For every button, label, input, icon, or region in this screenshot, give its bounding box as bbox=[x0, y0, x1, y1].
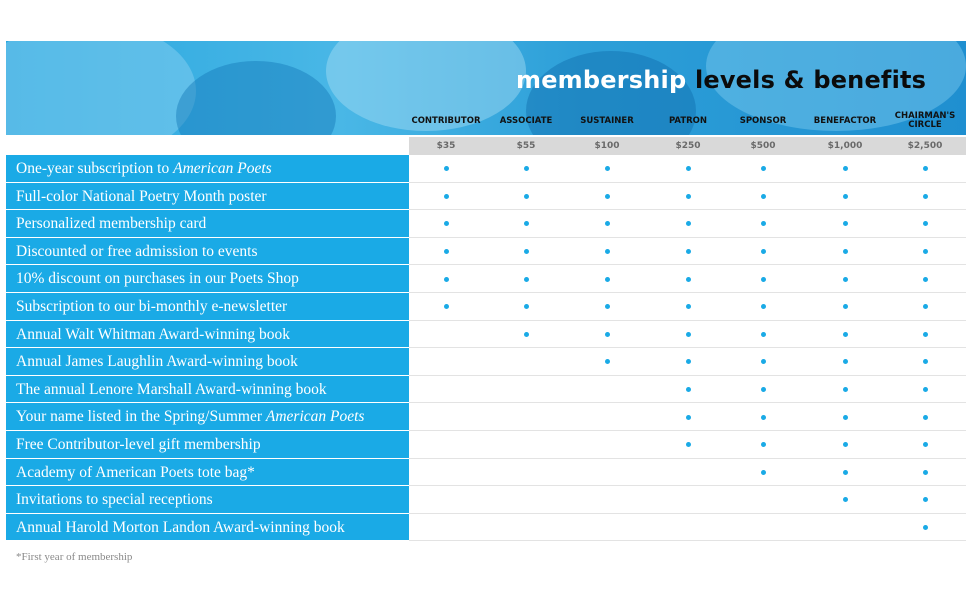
benefit-included-dot bbox=[761, 442, 766, 447]
benefit-text: Free Contributor-level gift membership bbox=[16, 436, 261, 453]
benefit-included-dot bbox=[761, 249, 766, 254]
benefit-included-dot bbox=[524, 249, 529, 254]
benefit-included-dot bbox=[923, 470, 928, 475]
benefit-included-dot bbox=[843, 497, 848, 502]
benefit-included-dot bbox=[923, 442, 928, 447]
level-price: $35 bbox=[436, 141, 456, 151]
benefit-text: Subscription to our bi-monthly e-newsletter bbox=[16, 298, 288, 315]
benefit-included-dot bbox=[686, 194, 691, 199]
benefit-included-dot bbox=[686, 332, 691, 337]
benefit-included-dot bbox=[524, 304, 529, 309]
benefit-label bbox=[6, 459, 409, 487]
benefit-included-dot bbox=[923, 221, 928, 226]
table-row bbox=[6, 155, 966, 183]
benefit-included-dot bbox=[923, 359, 928, 364]
table-row bbox=[6, 348, 966, 376]
benefit-included-dot bbox=[605, 194, 610, 199]
benefit-included-dot bbox=[444, 277, 449, 282]
benefit-text: Annual Walt Whitman Award-winning book bbox=[16, 325, 290, 343]
table-row bbox=[6, 431, 966, 459]
benefit-included-dot bbox=[923, 304, 928, 309]
level-price: $100 bbox=[594, 141, 620, 151]
level-price: $2,500 bbox=[907, 141, 943, 151]
benefit-included-dot bbox=[686, 415, 691, 420]
benefit-included-dot bbox=[686, 221, 691, 226]
title-word-levels-benefits: levels & benefits bbox=[694, 66, 927, 94]
benefit-included-dot bbox=[686, 304, 691, 309]
level-price: $250 bbox=[675, 141, 701, 151]
benefit-included-dot bbox=[605, 166, 610, 171]
benefit-included-dot bbox=[843, 387, 848, 392]
benefit-included-dot bbox=[686, 359, 691, 364]
benefit-included-dot bbox=[524, 277, 529, 282]
table-row bbox=[6, 514, 966, 542]
benefit-included-dot bbox=[686, 387, 691, 392]
benefit-label bbox=[6, 321, 409, 349]
benefit-label bbox=[6, 486, 409, 514]
benefit-label bbox=[6, 348, 409, 376]
benefit-label bbox=[6, 514, 409, 542]
benefit-included-dot bbox=[761, 277, 766, 282]
level-header: ASSOCIATE bbox=[499, 116, 553, 126]
table-row bbox=[6, 183, 966, 211]
benefit-label bbox=[6, 210, 409, 238]
level-price: $55 bbox=[516, 141, 536, 151]
benefit-text: Annual Harold Morton Landon Award-winning book bbox=[16, 518, 345, 536]
benefit-included-dot bbox=[761, 387, 766, 392]
benefit-publication-title: American Poets bbox=[173, 160, 272, 177]
benefit-included-dot bbox=[686, 249, 691, 254]
benefit-included-dot bbox=[444, 249, 449, 254]
benefit-included-dot bbox=[761, 332, 766, 337]
benefit-included-dot bbox=[843, 166, 848, 171]
benefit-label bbox=[6, 376, 409, 404]
benefit-text: Annual James Laughlin Award-winning book bbox=[16, 353, 298, 371]
benefit-text: Invitations to special receptions bbox=[16, 491, 213, 509]
benefit-included-dot bbox=[843, 332, 848, 337]
benefit-included-dot bbox=[843, 277, 848, 282]
benefit-included-dot bbox=[923, 166, 928, 171]
benefit-included-dot bbox=[444, 304, 449, 309]
benefit-included-dot bbox=[761, 194, 766, 199]
level-price: $1,000 bbox=[827, 141, 863, 151]
benefit-included-dot bbox=[686, 277, 691, 282]
benefit-text: Personalized membership card bbox=[16, 215, 207, 233]
benefit-included-dot bbox=[923, 415, 928, 420]
benefit-included-dot bbox=[524, 332, 529, 337]
benefit-included-dot bbox=[923, 249, 928, 254]
benefit-included-dot bbox=[524, 194, 529, 199]
benefit-included-dot bbox=[444, 194, 449, 199]
benefit-publication-title: American Poets bbox=[265, 408, 365, 426]
benefit-included-dot bbox=[761, 470, 766, 475]
benefit-included-dot bbox=[761, 415, 766, 420]
benefit-included-dot bbox=[605, 249, 610, 254]
benefit-included-dot bbox=[605, 332, 610, 337]
benefit-included-dot bbox=[524, 221, 529, 226]
benefit-included-dot bbox=[923, 277, 928, 282]
benefit-text: Discounted or free admission to events bbox=[16, 242, 258, 260]
benefit-included-dot bbox=[923, 387, 928, 392]
level-header: CONTRIBUTOR bbox=[411, 116, 481, 126]
table-row bbox=[6, 210, 966, 238]
benefit-text: Full-color National Poetry Month poster bbox=[16, 187, 267, 205]
table-row bbox=[6, 321, 966, 349]
benefit-included-dot bbox=[761, 304, 766, 309]
benefit-included-dot bbox=[686, 442, 691, 447]
benefit-label bbox=[6, 293, 409, 321]
benefit-included-dot bbox=[843, 249, 848, 254]
benefit-text: Academy of American Poets tote bag* bbox=[16, 463, 255, 481]
benefit-included-dot bbox=[605, 304, 610, 309]
table-row bbox=[6, 459, 966, 487]
benefit-included-dot bbox=[524, 166, 529, 171]
level-header: CHAIRMAN'S CIRCLE bbox=[894, 111, 956, 130]
benefit-text: The annual Lenore Marshall Award-winning book bbox=[16, 380, 327, 398]
title-word-membership: membership bbox=[516, 66, 687, 94]
benefit-included-dot bbox=[923, 497, 928, 502]
level-header: BENEFACTOR bbox=[813, 116, 877, 126]
benefit-included-dot bbox=[444, 166, 449, 171]
level-price: $500 bbox=[750, 141, 776, 151]
row-divider bbox=[409, 540, 966, 541]
benefit-included-dot bbox=[761, 221, 766, 226]
benefit-included-dot bbox=[686, 166, 691, 171]
banner-photo-shape bbox=[176, 61, 336, 135]
table-row bbox=[6, 376, 966, 404]
benefit-included-dot bbox=[761, 166, 766, 171]
table-row bbox=[6, 238, 966, 266]
benefit-included-dot bbox=[923, 525, 928, 530]
benefit-included-dot bbox=[843, 415, 848, 420]
benefit-text: One-year subscription to bbox=[16, 160, 174, 177]
level-header: PATRON bbox=[668, 116, 708, 126]
benefit-label bbox=[6, 431, 409, 459]
table-row bbox=[6, 486, 966, 514]
benefit-label bbox=[6, 155, 409, 183]
benefit-text: Your name listed in the Spring/Summer bbox=[16, 408, 266, 426]
table-row bbox=[6, 403, 966, 431]
benefit-text: 10% discount on purchases in our Poets Shop bbox=[16, 270, 299, 288]
benefit-included-dot bbox=[761, 359, 766, 364]
benefit-included-dot bbox=[444, 221, 449, 226]
benefit-included-dot bbox=[843, 359, 848, 364]
benefit-included-dot bbox=[605, 277, 610, 282]
benefit-included-dot bbox=[843, 442, 848, 447]
page-title bbox=[516, 66, 926, 94]
benefit-included-dot bbox=[843, 194, 848, 199]
benefit-included-dot bbox=[843, 470, 848, 475]
benefit-label bbox=[6, 403, 409, 431]
table-row bbox=[6, 265, 966, 293]
table-row bbox=[6, 293, 966, 321]
level-header: SPONSOR bbox=[739, 116, 787, 126]
benefit-label bbox=[6, 265, 409, 293]
level-header: SUSTAINER bbox=[580, 116, 634, 126]
benefit-label bbox=[6, 183, 409, 211]
benefit-label bbox=[6, 238, 409, 266]
banner-photo-shape bbox=[6, 41, 196, 135]
benefit-included-dot bbox=[923, 194, 928, 199]
benefit-included-dot bbox=[605, 359, 610, 364]
benefit-included-dot bbox=[605, 221, 610, 226]
benefit-included-dot bbox=[843, 304, 848, 309]
benefit-included-dot bbox=[843, 221, 848, 226]
footnote: *First year of membership bbox=[16, 551, 133, 563]
benefit-included-dot bbox=[923, 332, 928, 337]
